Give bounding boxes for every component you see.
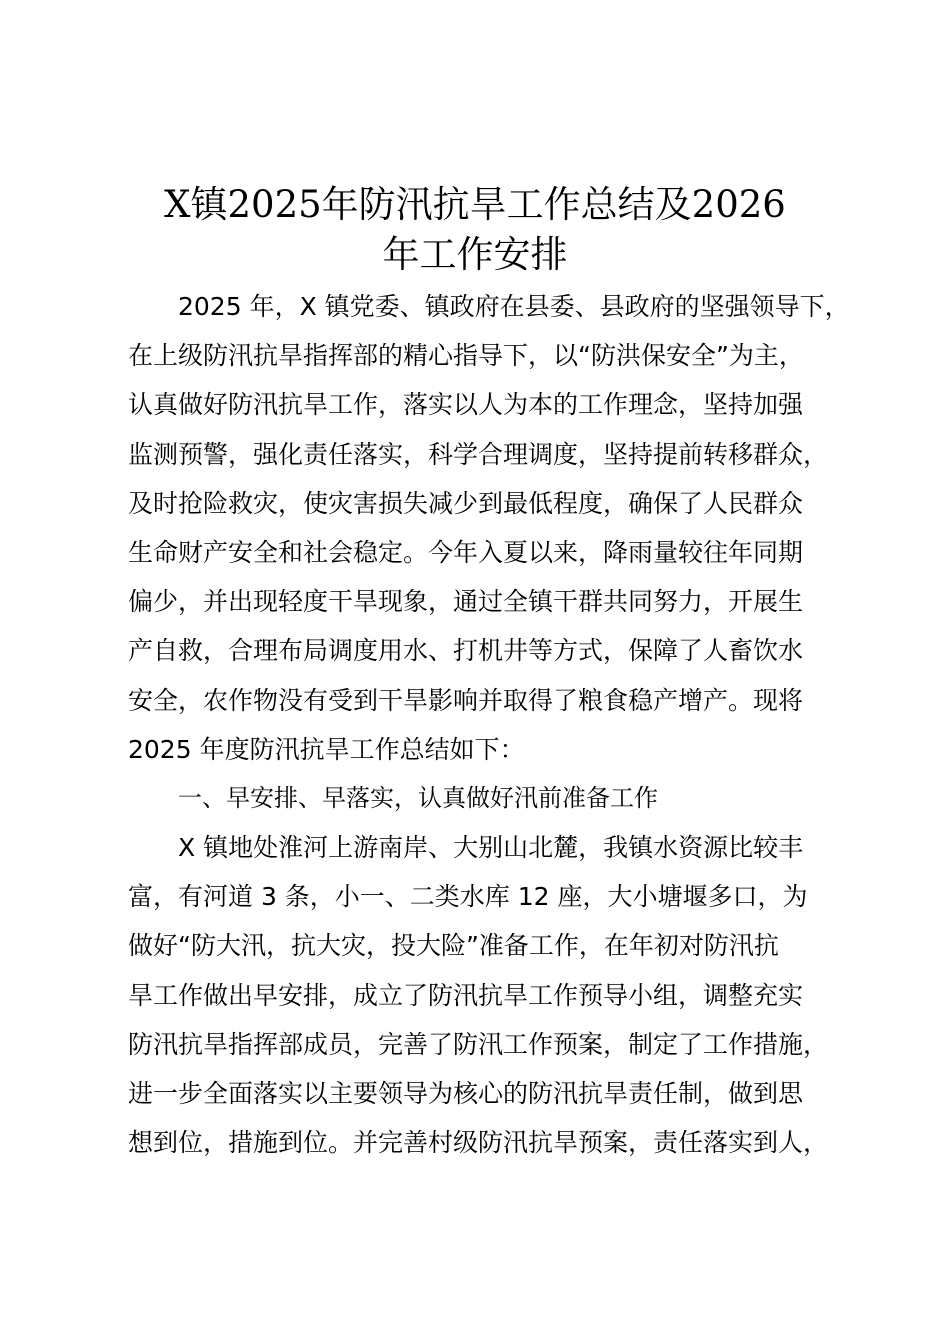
paragraph-line: 旱工作做出早安排，成立了防汛抗旱工作预导小组，调整充实 xyxy=(128,980,804,1010)
paragraph-2 xyxy=(128,823,858,1167)
paragraph-line: 安全，农作物没有受到干旱影响并取得了粮食稳产增产。现将 xyxy=(128,685,804,715)
document-title xyxy=(100,180,850,280)
paragraph-line: X 镇地处淮河上游南岸、大别山北麓，我镇水资源比较丰 xyxy=(178,833,804,863)
paragraph-line: 进一步全面落实以主要领导为核心的防汛抗旱责任制，做到思 xyxy=(128,1079,804,1108)
paragraph-line: 在上级防汛抗旱指挥部的精心指导下，以“防洪保安全”为主， xyxy=(128,341,804,371)
paragraph-line: 2025 年度防汛抗旱工作总结如下： xyxy=(128,734,525,764)
title-line-1: X镇2025年防汛抗旱工作总结及2026 xyxy=(164,183,786,226)
paragraph-line: 防汛抗旱指挥部成员，完善了防汛工作预案，制定了工作措施， xyxy=(128,1029,829,1059)
paragraph-line: 做好“防大汛，抗大灾，投大险”准备工作，在年初对防汛抗 xyxy=(128,931,779,961)
paragraph-line: 生命财产安全和社会稳定。今年入夏以来，降雨量较往年同期 xyxy=(128,537,804,567)
section-heading-1: 一、早安排、早落实，认真做好汛前准备工作 xyxy=(178,783,658,812)
paragraph-line: 及时抢险救灾，使灾害损失减少到最低程度，确保了人民群众 xyxy=(128,488,804,518)
title-line-2: 年工作安排 xyxy=(382,233,568,276)
document-body xyxy=(128,282,858,1167)
paragraph-line: 富，有河道 3 条，小一、二类水库 12 座，大小塘堰多口，为 xyxy=(128,882,808,912)
paragraph-line: 产自救，合理布局调度用水、打机井等方式，保障了人畜饮水 xyxy=(128,636,804,666)
paragraph-line: 监测预警，强化责任落实，科学合理调度，坚持提前转移群众， xyxy=(128,439,829,469)
paragraph-line: 认真做好防汛抗旱工作，落实以人为本的工作理念，坚持加强 xyxy=(128,390,804,420)
paragraph-line: 想到位，措施到位。并完善村级防汛抗旱预案，责任落实到人， xyxy=(128,1128,829,1158)
paragraph-line: 偏少，并出现轻度干旱现象，通过全镇干群共同努力，开展生 xyxy=(128,587,804,617)
paragraph-line: 2025 年，X 镇党委、镇政府在县委、县政府的坚强领导下， xyxy=(178,292,850,321)
paragraph-1 xyxy=(128,282,858,774)
